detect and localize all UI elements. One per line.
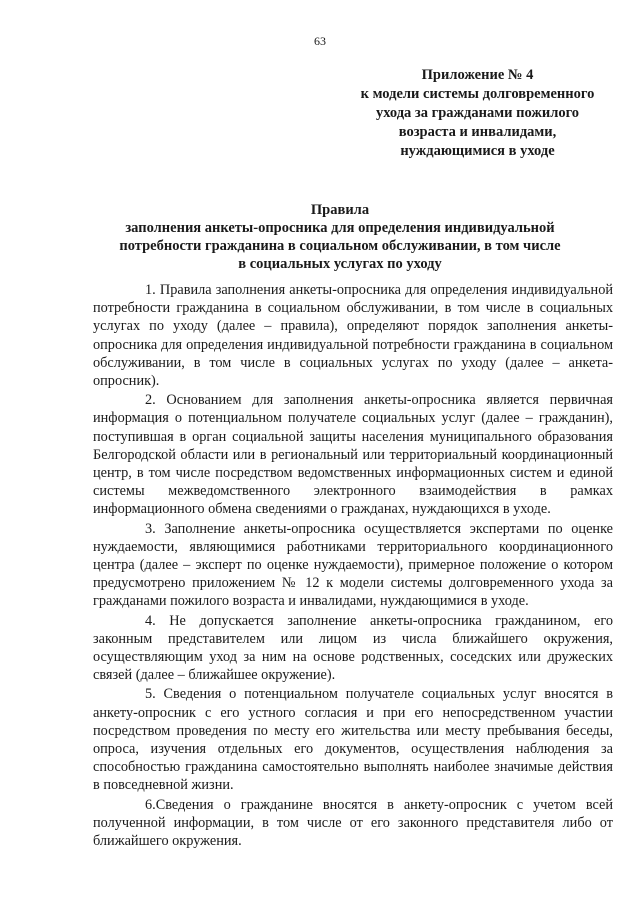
document-title — [80, 201, 600, 273]
title-line: заполнения анкеты-опросника для определения индивидуальной — [125, 220, 555, 236]
title-heading: Правила — [310, 202, 370, 218]
title-line: потребности гражданина в социальном обслуживании, в том числе — [119, 238, 561, 254]
paragraph-3: 3. Заполнение анкеты-опросника осуществляется экспертами по оценке нуждаемости, являющимися работниками территориального координационного центра (далее – эксперт по оценке нуждаемости), примерное положение о котором предусмотрено приложением № 12 к модели системы долговременного ухода за гражданами пожилого возраста и инвалидами, нуждающимися в уходе. — [93, 520, 613, 610]
appendix-header — [350, 66, 605, 161]
appendix-line: Приложение № 4 — [421, 67, 534, 83]
appendix-line: к модели системы долговременного — [360, 86, 595, 102]
title-line: в социальных услугах по уходу — [238, 256, 442, 272]
paragraph-6: 6.Сведения о гражданине вносятся в анкету-опросник с учетом всей полученной информации, в том числе от его законного представителя либо от ближайшего окружения. — [93, 796, 613, 850]
paragraph-1: 1. Правила заполнения анкеты-опросника для определения индивидуальной потребности гражданина в социальном обслуживании, в том числе в социальных услугах по уходу (далее – правила), определяют порядок заполнения анкеты-опросника для определения индивидуальной потребности гражданина в социальном обслуживании, в том числе в социальных услугах по уходу (далее – анкета-опросник). — [93, 282, 613, 390]
paragraph-4: 4. Не допускается заполнение анкеты-опросника гражданином, его законным представителем или лицом из числа ближайшего окружения, осуществляющим уход за ним на основе родственных, соседских или дружеских связей (далее – ближайшее окружение). — [93, 612, 613, 684]
document-body — [93, 281, 613, 850]
appendix-line: нуждающимися в уходе — [400, 143, 555, 159]
paragraph-2: 2. Основанием для заполнения анкеты-опросника является первичная информация о потенциальном получателе социальных услуг (далее – гражданин), поступившая в орган социальной защиты населения муниципального образования Белгородской области или в региональный или территориальный координационный центр, в том числе посредством ведомственных информационных систем и единой системы межведомственного электронного взаимодействия в рамках информационного обмена сведениями о гражданах, нуждающихся в уходе. — [93, 392, 613, 518]
paragraph-5: 5. Сведения о потенциальном получателе социальных услуг вносятся в анкету-опросник с его устного согласия и при его непосредственном участии посредством проведения по месту его жительства или месту пребывания беседы, опроса, изучения отдельных его документов, осуществления наблюдения за способностью гражданина самостоятельно выполнять наиболее значимые действия в повседневной жизни. — [93, 686, 613, 794]
page-number: 63 — [314, 34, 326, 48]
appendix-line: возраста и инвалидами, — [398, 124, 557, 140]
appendix-line: ухода за гражданами пожилого — [375, 105, 580, 121]
